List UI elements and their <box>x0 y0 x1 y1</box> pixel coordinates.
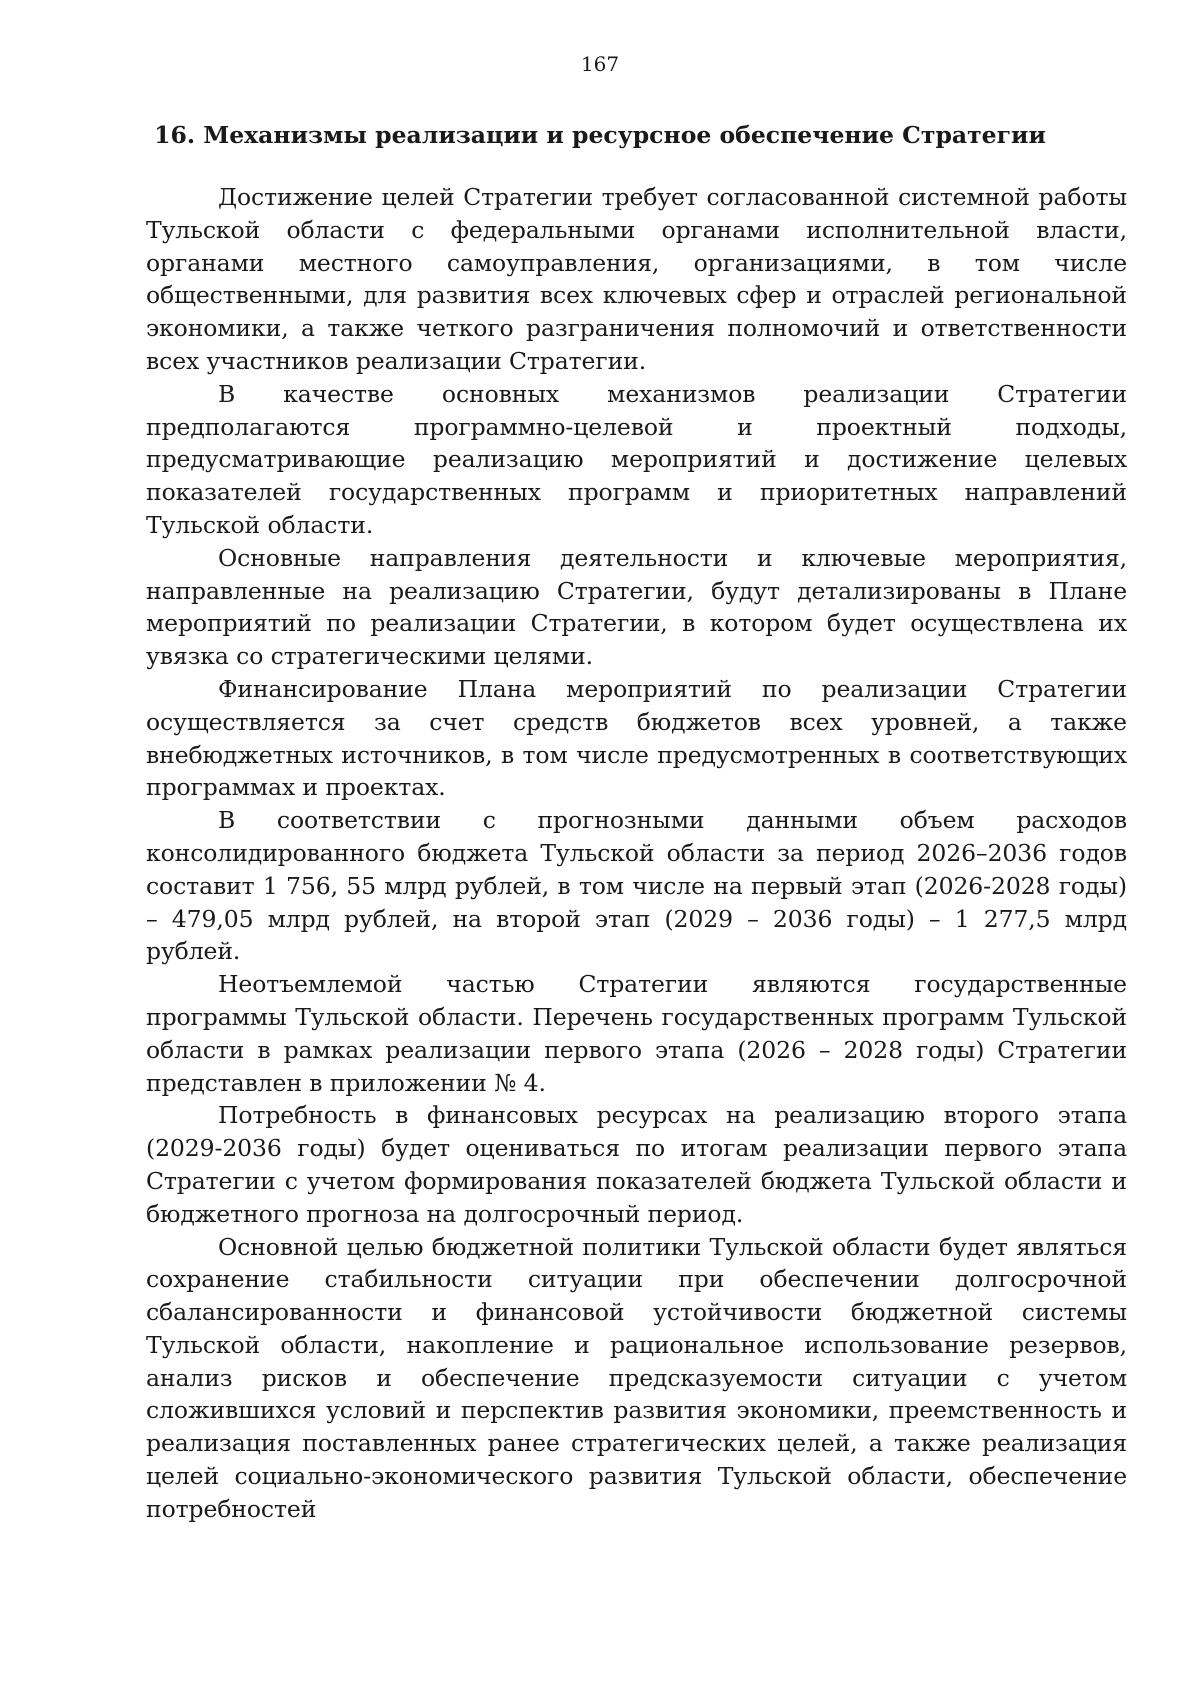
paragraph: Основной целью бюджетной политики Тульской области будет являться сохранение стабильности ситуации при обеспечении долгосрочной сбалансированности и финансовой устойчивости бюджетной системы Тульской области, накопление и рациональное использование резервов, анализ рисков и обеспечение предсказуемости ситуации с учетом сложившихся условий и перспектив развития экономики, преемственность и реализация поставленных ранее стратегических целей, а также реализация целей социально-экономического развития Тульской области, обеспечение потребностей <box>146 1232 1127 1523</box>
paragraph: Финансирование Плана мероприятий по реализации Стратегии осуществляется за счет средств бюджетов всех уровней, а также внебюджетных источников, в том числе предусмотренных в соответствующих программах и проектах. <box>146 674 1127 802</box>
paragraph: Основные направления деятельности и ключевые мероприятия, направленные на реализацию Стратегии, будут детализированы в Плане мероприятий по реализации Стратегии, в котором будет осуществлена их увязка со стратегическими целями. <box>146 543 1127 671</box>
body-text <box>146 181 1127 1526</box>
page-number: 167 <box>580 52 620 76</box>
section-heading: 16. Механизмы реализации и ресурсное обеспечение Стратегии <box>154 121 1046 149</box>
paragraph: Достижение целей Стратегии требует согласованной системной работы Тульской области с федеральными органами исполнительной власти, органами местного самоуправления, организациями, в том числе общественными, для развития всех ключевых сфер и отраслей региональной экономики, а также четкого разграничения полномочий и ответственности всех участников реализации Стратегии. <box>146 183 1127 375</box>
paragraph: В соответствии с прогнозными данными объем расходов консолидированного бюджета Тульской области за период 2026–2036 годов составит 1 756, 55 млрд рублей, в том числе на первый этап (2026-2028 годы) – 479,05 млрд рублей, на второй этап (2029 – 2036 годы) – 1 277,5 млрд рублей. <box>146 806 1127 966</box>
paragraph: В качестве основных механизмов реализации Стратегии предполагаются программно-целевой и проектный подходы, предусматривающие реализацию мероприятий и достижение целевых показателей государственных программ и приоритетных направлений Тульской области. <box>146 379 1127 539</box>
paragraph: Потребность в финансовых ресурсах на реализацию второго этапа (2029-2036 годы) будет оцениваться по итогам реализации первого этапа Стратегии с учетом формирования показателей бюджета Тульской области и бюджетного прогноза на долгосрочный период. <box>146 1101 1127 1228</box>
paragraph: Неотъемлемой частью Стратегии являются государственные программы Тульской области. Перечень государственных программ Тульской области в рамках реализации первого этапа (2026 – 2028 годы) Стратегии представлен в приложении № 4. <box>146 970 1127 1097</box>
